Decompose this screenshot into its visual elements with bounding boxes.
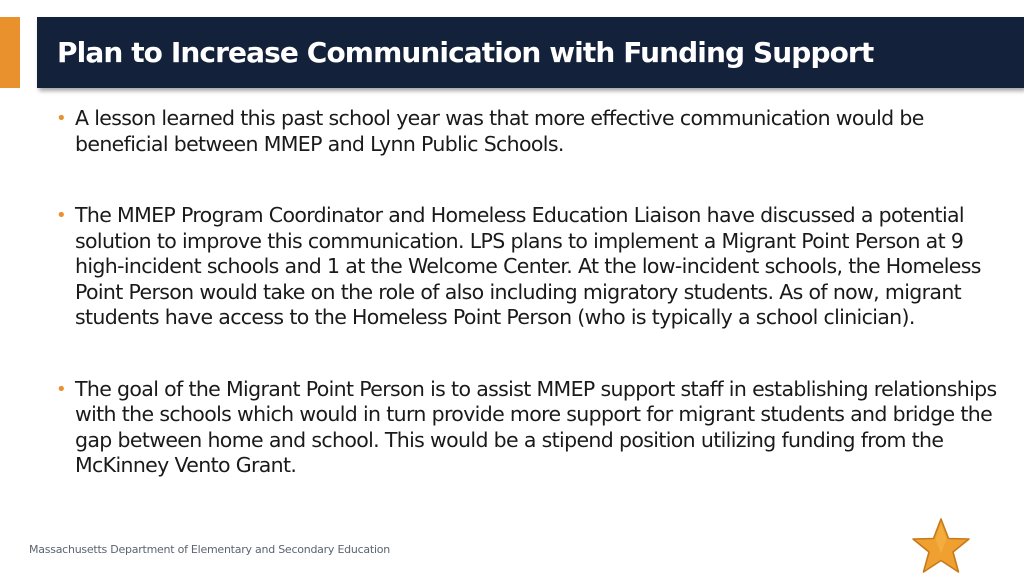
star-icon [910, 517, 972, 575]
footer-organization: Massachusetts Department of Elementary and Secondary Education [29, 543, 390, 556]
page-title: Plan to Increase Communication with Funding Support [57, 36, 874, 69]
bullet-item [56, 203, 1006, 331]
bullet-text: The MMEP Program Coordinator and Homeless Education Liaison have discussed a potential solution to improve this communication. LPS plans to implement a Migrant Point Person at 9 high-incident schools and 1 at the Welcome Center. At the low-incident schools, the Homeless Point Person would take on the role of also including migratory students. As of now, migrant students have access to the Homeless Point Person (who is typically a school clinician). [75, 203, 981, 329]
bullet-text: The goal of the Migrant Point Person is to assist MMEP support staff in establishing relationships with the schools which would in turn provide more support for migrant students and bridge the gap between home and school. This would be a stipend position utilizing funding from the McKinney Vento Grant. [75, 376, 997, 477]
title-accent-bar [0, 17, 20, 88]
bullet-marker: • [56, 378, 66, 400]
bullet-list [56, 106, 1006, 525]
bullet-marker: • [56, 108, 66, 129]
bullet-item [56, 106, 1006, 157]
title-bar [37, 17, 1024, 88]
bullet-item [56, 377, 1006, 479]
bullet-marker: • [56, 205, 66, 226]
bullet-text: A lesson learned this past school year was that more effective communication would be beneficial between MMEP and Lynn Public Schools. [75, 106, 924, 156]
